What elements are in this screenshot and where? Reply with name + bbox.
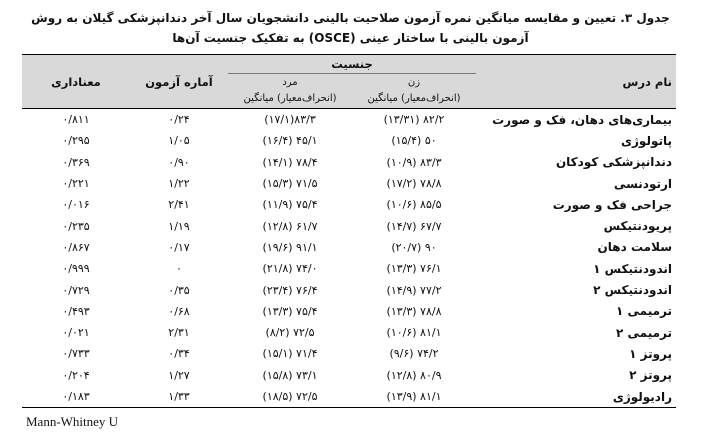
table-row [22, 237, 676, 258]
female-cell: ۵۰ (۱۵/۴) [391, 134, 437, 148]
table-row [22, 258, 676, 279]
male-cell: ۴۵/۱ (۱۶/۴) [262, 134, 318, 148]
male-cell: ۷۲/۵ (۱۸/۵) [228, 386, 352, 408]
male-cell: ۷۲/۵ (۸/۲) [265, 326, 315, 340]
table-row [22, 365, 676, 386]
table-row [22, 322, 676, 343]
stat-cell: ۱/۲۷ [168, 368, 190, 382]
male-column-header [228, 74, 352, 109]
course-cell: پاتولوژی [621, 133, 672, 148]
p-value-cell: ۰/۰۱۶ [62, 198, 90, 212]
p-value-cell: ۰/۹۹۹ [62, 262, 90, 276]
male-cell: ۷۱/۵ (۱۵/۳) [262, 177, 318, 191]
course-cell: پروتز ۱ [629, 346, 672, 361]
female-cell: ۸۰/۹ (۱۲/۸) [386, 368, 442, 382]
table-row [22, 215, 676, 236]
course-cell: اندودنتیکس ۱ [593, 261, 672, 276]
stat-cell: ۱/۱۹ [168, 219, 190, 233]
course-cell: سلامت دهان [597, 240, 672, 255]
male-cell: ۶۱/۷ (۱۲/۸) [262, 219, 318, 233]
male-cell: ۷۸/۴ (۱۴/۱) [262, 155, 318, 169]
table-row [22, 130, 676, 151]
course-cell: ارتودنسی [613, 176, 672, 191]
stat-cell: ۲/۴۱ [168, 198, 190, 212]
course-cell: جراحی فک و صورت [552, 197, 672, 212]
female-cell: ۸۱/۱ (۱۳/۹) [352, 386, 476, 408]
female-cell: ۹۰ (۲۰/۷) [391, 240, 437, 254]
p-value-cell: ۰/۲۳۵ [62, 219, 90, 233]
stat-cell: ۰/۱۷ [168, 240, 190, 254]
stat-cell: ۰/۳۴ [168, 347, 190, 361]
female-cell: ۷۴/۲ (۹/۶) [389, 347, 439, 361]
female-label: زن [407, 77, 421, 88]
male-cell: ۷۵/۴ (۱۳/۳) [262, 304, 318, 318]
p-value-cell: ۰/۳۶۹ [62, 155, 90, 169]
footnote: Mann-Whitney U [26, 414, 119, 429]
stat-cell: ۰/۶۸ [168, 304, 190, 318]
p-value-cell: ۰/۸۶۷ [62, 240, 90, 254]
female-cell: ۷۶/۱ (۱۳/۳) [386, 262, 442, 276]
results-table [22, 54, 676, 408]
p-value-cell: ۰/۷۲۹ [62, 283, 90, 297]
table-row [22, 194, 676, 215]
stat-cell: ۱/۳۳ [130, 386, 228, 408]
female-sublabel: (انحراف‌معیار) میانگین [367, 93, 461, 104]
course-column-header: نام درس [476, 55, 676, 109]
male-cell: ۷۶/۴ (۲۳/۴) [262, 283, 318, 297]
table-row [22, 386, 676, 408]
table-row [22, 343, 676, 364]
course-cell: دندانپزشکی کودکان [555, 155, 672, 170]
results-table-container [22, 54, 676, 408]
p-value-cell: ۰/۰۲۱ [62, 326, 90, 340]
female-cell: ۸۱/۱ (۱۰/۶) [386, 326, 442, 340]
stat-cell: ۰/۲۴ [168, 113, 190, 127]
male-cell: ۷۴/۰ (۲۱/۸) [262, 262, 318, 276]
p-value-cell: ۰/۴۹۳ [62, 304, 90, 318]
male-sublabel: (انحراف‌معیار) میانگین [243, 93, 337, 104]
male-cell: ۷۳/۱ (۱۵/۸) [262, 368, 318, 382]
male-cell: ۷۵/۴ (۱۱/۹) [262, 198, 318, 212]
table-caption: جدول ۳. تعیین و مقایسه میانگین نمره آزمون صلاحیت بالینی دانشجویان سال آخر دندانپزشکی گیلان به روش آزمون بالینی با ساختار عینی (OSCE) به تفکیک جنسیت آن‌ها [31, 11, 670, 45]
stat-cell: ۰ [176, 262, 182, 276]
p-value-cell: ۰/۸۱۱ [62, 113, 90, 127]
male-cell: ۷۱/۴ (۱۵/۱) [262, 347, 318, 361]
course-cell: اندودنتیکس ۲ [593, 283, 672, 298]
female-cell: ۸۳/۳ (۱۰/۹) [386, 155, 442, 169]
female-cell: ۸۲/۲ (۱۳/۳۱) [383, 113, 445, 127]
female-cell: ۷۸/۸ (۱۳/۳) [386, 304, 442, 318]
table-row [22, 301, 676, 322]
p-value-cell: ۰/۷۳۳ [62, 347, 90, 361]
course-cell: ترمیمی ۱ [616, 304, 672, 319]
course-cell: پریودنتیکس [603, 219, 672, 234]
table-row [22, 109, 676, 131]
p-value-cell: ۰/۱۸۳ [22, 386, 130, 408]
table-body [22, 109, 676, 408]
male-label: مرد [282, 77, 298, 88]
table-row [22, 152, 676, 173]
stat-cell: ۱/۲۲ [168, 177, 190, 191]
female-cell: ۶۷/۷ (۱۴/۷) [386, 219, 442, 233]
stat-cell: ۱/۰۵ [168, 134, 190, 148]
course-cell: رادیولوژی [476, 386, 676, 408]
stat-cell: ۰/۹۰ [168, 155, 190, 169]
male-cell: ۸۳/۳(۱۷/۱) [264, 113, 316, 127]
test-statistic-column-header: آماره آزمون [130, 55, 228, 109]
female-cell: ۷۷/۲ (۱۴/۹) [386, 283, 442, 297]
stat-cell: ۲/۳۱ [168, 326, 190, 340]
male-cell: ۹۱/۱ (۱۹/۶) [262, 240, 318, 254]
stat-cell: ۰/۳۵ [168, 283, 190, 297]
course-cell: ترمیمی ۲ [616, 325, 672, 340]
p-value-cell: ۰/۲۹۵ [62, 134, 90, 148]
table-row [22, 173, 676, 194]
female-cell: ۷۸/۸ (۱۷/۲) [386, 177, 442, 191]
p-value-column-header: معناداری [22, 55, 130, 109]
table-row [22, 279, 676, 300]
gender-column-header: جنسیت [228, 55, 476, 74]
p-value-cell: ۰/۲۰۴ [62, 368, 90, 382]
p-value-cell: ۰/۲۲۱ [62, 177, 90, 191]
female-column-header [352, 74, 476, 109]
female-cell: ۸۵/۵ (۱۰/۶) [386, 198, 442, 212]
course-cell: پروتز ۲ [629, 368, 672, 383]
course-cell: بیماری‌های دهان، فک و صورت [492, 112, 672, 127]
